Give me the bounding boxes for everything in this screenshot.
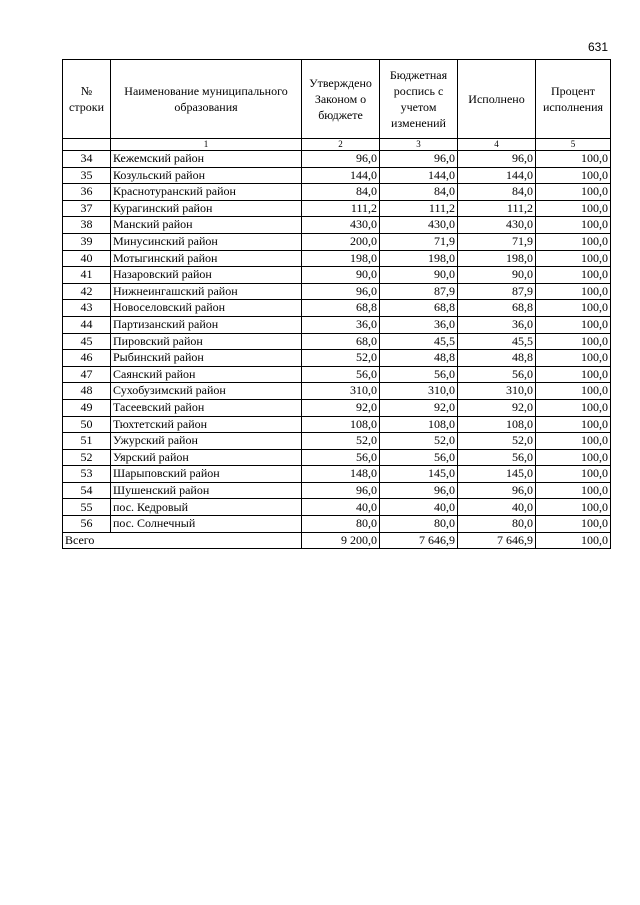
execution-percent-cell: 100,0 bbox=[536, 333, 611, 350]
row-number-cell: 46 bbox=[63, 350, 111, 367]
executed-amount-cell: 198,0 bbox=[458, 250, 536, 267]
table-row bbox=[63, 350, 611, 367]
row-number-cell: 35 bbox=[63, 167, 111, 184]
municipality-name-cell: Назаровский район bbox=[111, 267, 302, 284]
municipality-name-cell: Шарыповский район bbox=[111, 466, 302, 483]
row-number-cell: 53 bbox=[63, 466, 111, 483]
column-number: 3 bbox=[380, 139, 458, 151]
municipality-name-cell: Минусинский район bbox=[111, 233, 302, 250]
municipality-name-cell: Манский район bbox=[111, 217, 302, 234]
executed-amount-cell: 45,5 bbox=[458, 333, 536, 350]
row-number-cell: 52 bbox=[63, 449, 111, 466]
municipality-name-cell: Ужурский район bbox=[111, 433, 302, 450]
schedule-amount-cell: 71,9 bbox=[380, 233, 458, 250]
executed-amount-cell: 56,0 bbox=[458, 366, 536, 383]
total-approved: 9 200,0 bbox=[302, 532, 380, 548]
table-row bbox=[63, 516, 611, 533]
execution-percent-cell: 100,0 bbox=[536, 217, 611, 234]
municipality-name-cell: Козульский район bbox=[111, 167, 302, 184]
table-row bbox=[63, 383, 611, 400]
executed-amount-cell: 56,0 bbox=[458, 449, 536, 466]
municipality-name-cell: пос. Солнечный bbox=[111, 516, 302, 533]
execution-percent-cell: 100,0 bbox=[536, 200, 611, 217]
row-number-cell: 36 bbox=[63, 184, 111, 201]
municipality-name-cell: Краснотуранский район bbox=[111, 184, 302, 201]
schedule-amount-cell: 56,0 bbox=[380, 366, 458, 383]
approved-amount-cell: 68,0 bbox=[302, 333, 380, 350]
execution-percent-cell: 100,0 bbox=[536, 233, 611, 250]
table-row bbox=[63, 449, 611, 466]
executed-amount-cell: 96,0 bbox=[458, 151, 536, 168]
schedule-amount-cell: 310,0 bbox=[380, 383, 458, 400]
municipality-name-cell: Шушенский район bbox=[111, 482, 302, 499]
executed-amount-cell: 92,0 bbox=[458, 399, 536, 416]
table-row bbox=[63, 416, 611, 433]
approved-amount-cell: 111,2 bbox=[302, 200, 380, 217]
schedule-amount-cell: 430,0 bbox=[380, 217, 458, 234]
schedule-amount-cell: 36,0 bbox=[380, 316, 458, 333]
approved-amount-cell: 92,0 bbox=[302, 399, 380, 416]
approved-amount-cell: 198,0 bbox=[302, 250, 380, 267]
executed-amount-cell: 145,0 bbox=[458, 466, 536, 483]
approved-amount-cell: 96,0 bbox=[302, 482, 380, 499]
header-budget-schedule: Бюджетная роспись с учетом изменений bbox=[380, 60, 458, 139]
table-row bbox=[63, 499, 611, 516]
row-number-cell: 39 bbox=[63, 233, 111, 250]
municipality-name-cell: Новоселовский район bbox=[111, 300, 302, 317]
row-number-cell: 54 bbox=[63, 482, 111, 499]
row-number-cell: 55 bbox=[63, 499, 111, 516]
table-row bbox=[63, 267, 611, 284]
execution-percent-cell: 100,0 bbox=[536, 383, 611, 400]
schedule-amount-cell: 87,9 bbox=[380, 283, 458, 300]
approved-amount-cell: 90,0 bbox=[302, 267, 380, 284]
total-percent: 100,0 bbox=[536, 532, 611, 548]
executed-amount-cell: 108,0 bbox=[458, 416, 536, 433]
schedule-amount-cell: 80,0 bbox=[380, 516, 458, 533]
budget-execution-table bbox=[62, 59, 611, 549]
approved-amount-cell: 68,8 bbox=[302, 300, 380, 317]
approved-amount-cell: 52,0 bbox=[302, 350, 380, 367]
executed-amount-cell: 52,0 bbox=[458, 433, 536, 450]
municipality-name-cell: Сухобузимский район bbox=[111, 383, 302, 400]
execution-percent-cell: 100,0 bbox=[536, 283, 611, 300]
schedule-amount-cell: 145,0 bbox=[380, 466, 458, 483]
approved-amount-cell: 84,0 bbox=[302, 184, 380, 201]
execution-percent-cell: 100,0 bbox=[536, 516, 611, 533]
approved-amount-cell: 36,0 bbox=[302, 316, 380, 333]
table-row bbox=[63, 283, 611, 300]
table-row bbox=[63, 316, 611, 333]
row-number-cell: 44 bbox=[63, 316, 111, 333]
municipality-name-cell: Нижнеингашский район bbox=[111, 283, 302, 300]
executed-amount-cell: 430,0 bbox=[458, 217, 536, 234]
execution-percent-cell: 100,0 bbox=[536, 184, 611, 201]
column-number: 5 bbox=[536, 139, 611, 151]
schedule-amount-cell: 45,5 bbox=[380, 333, 458, 350]
approved-amount-cell: 310,0 bbox=[302, 383, 380, 400]
executed-amount-cell: 48,8 bbox=[458, 350, 536, 367]
approved-amount-cell: 200,0 bbox=[302, 233, 380, 250]
row-number-cell: 34 bbox=[63, 151, 111, 168]
executed-amount-cell: 84,0 bbox=[458, 184, 536, 201]
row-number-cell: 41 bbox=[63, 267, 111, 284]
row-number-cell: 38 bbox=[63, 217, 111, 234]
executed-amount-cell: 310,0 bbox=[458, 383, 536, 400]
header-executed: Исполнено bbox=[458, 60, 536, 139]
execution-percent-cell: 100,0 bbox=[536, 267, 611, 284]
approved-amount-cell: 56,0 bbox=[302, 449, 380, 466]
row-number-cell: 43 bbox=[63, 300, 111, 317]
row-number-cell: 37 bbox=[63, 200, 111, 217]
row-number-cell: 49 bbox=[63, 399, 111, 416]
executed-amount-cell: 144,0 bbox=[458, 167, 536, 184]
approved-amount-cell: 96,0 bbox=[302, 151, 380, 168]
executed-amount-cell: 90,0 bbox=[458, 267, 536, 284]
municipality-name-cell: Уярский район bbox=[111, 449, 302, 466]
schedule-amount-cell: 48,8 bbox=[380, 350, 458, 367]
executed-amount-cell: 87,9 bbox=[458, 283, 536, 300]
row-number-cell: 40 bbox=[63, 250, 111, 267]
executed-amount-cell: 36,0 bbox=[458, 316, 536, 333]
schedule-amount-cell: 90,0 bbox=[380, 267, 458, 284]
table-row bbox=[63, 333, 611, 350]
execution-percent-cell: 100,0 bbox=[536, 433, 611, 450]
schedule-amount-cell: 92,0 bbox=[380, 399, 458, 416]
execution-percent-cell: 100,0 bbox=[536, 316, 611, 333]
execution-percent-cell: 100,0 bbox=[536, 466, 611, 483]
page-number: 631 bbox=[587, 40, 608, 54]
schedule-amount-cell: 198,0 bbox=[380, 250, 458, 267]
column-number: 1 bbox=[111, 139, 302, 151]
table-row bbox=[63, 399, 611, 416]
executed-amount-cell: 71,9 bbox=[458, 233, 536, 250]
row-number-cell: 45 bbox=[63, 333, 111, 350]
executed-amount-cell: 68,8 bbox=[458, 300, 536, 317]
row-number-cell: 50 bbox=[63, 416, 111, 433]
executed-amount-cell: 40,0 bbox=[458, 499, 536, 516]
total-label: Всего bbox=[63, 532, 302, 548]
table-row bbox=[63, 217, 611, 234]
execution-percent-cell: 100,0 bbox=[536, 499, 611, 516]
row-number-cell: 51 bbox=[63, 433, 111, 450]
municipality-name-cell: Пировский район bbox=[111, 333, 302, 350]
schedule-amount-cell: 52,0 bbox=[380, 433, 458, 450]
municipality-name-cell: Партизанский район bbox=[111, 316, 302, 333]
row-number-cell: 48 bbox=[63, 383, 111, 400]
column-number: 4 bbox=[458, 139, 536, 151]
table-row bbox=[63, 482, 611, 499]
total-row bbox=[63, 532, 611, 548]
execution-percent-cell: 100,0 bbox=[536, 151, 611, 168]
approved-amount-cell: 56,0 bbox=[302, 366, 380, 383]
approved-amount-cell: 80,0 bbox=[302, 516, 380, 533]
execution-percent-cell: 100,0 bbox=[536, 366, 611, 383]
header-approved-by-law: Утверждено Законом о бюджете bbox=[302, 60, 380, 139]
municipality-name-cell: пос. Кедровый bbox=[111, 499, 302, 516]
schedule-amount-cell: 40,0 bbox=[380, 499, 458, 516]
total-executed: 7 646,9 bbox=[458, 532, 536, 548]
column-numbers-row bbox=[63, 139, 611, 151]
schedule-amount-cell: 96,0 bbox=[380, 151, 458, 168]
header-row bbox=[63, 60, 611, 139]
table-row bbox=[63, 300, 611, 317]
header-row-number: № строки bbox=[63, 60, 111, 139]
approved-amount-cell: 148,0 bbox=[302, 466, 380, 483]
executed-amount-cell: 80,0 bbox=[458, 516, 536, 533]
table-row bbox=[63, 233, 611, 250]
municipality-name-cell: Мотыгинский район bbox=[111, 250, 302, 267]
schedule-amount-cell: 56,0 bbox=[380, 449, 458, 466]
municipality-name-cell: Тасеевский район bbox=[111, 399, 302, 416]
schedule-amount-cell: 144,0 bbox=[380, 167, 458, 184]
column-number bbox=[63, 139, 111, 151]
row-number-cell: 42 bbox=[63, 283, 111, 300]
municipality-name-cell: Тюхтетский район bbox=[111, 416, 302, 433]
execution-percent-cell: 100,0 bbox=[536, 350, 611, 367]
execution-percent-cell: 100,0 bbox=[536, 250, 611, 267]
table-row bbox=[63, 366, 611, 383]
table-row bbox=[63, 167, 611, 184]
schedule-amount-cell: 84,0 bbox=[380, 184, 458, 201]
approved-amount-cell: 108,0 bbox=[302, 416, 380, 433]
schedule-amount-cell: 68,8 bbox=[380, 300, 458, 317]
table-row bbox=[63, 433, 611, 450]
approved-amount-cell: 40,0 bbox=[302, 499, 380, 516]
table-row bbox=[63, 466, 611, 483]
schedule-amount-cell: 96,0 bbox=[380, 482, 458, 499]
approved-amount-cell: 96,0 bbox=[302, 283, 380, 300]
municipality-name-cell: Саянский район bbox=[111, 366, 302, 383]
column-number: 2 bbox=[302, 139, 380, 151]
header-execution-percent: Процент исполнения bbox=[536, 60, 611, 139]
schedule-amount-cell: 111,2 bbox=[380, 200, 458, 217]
executed-amount-cell: 111,2 bbox=[458, 200, 536, 217]
table-row bbox=[63, 250, 611, 267]
approved-amount-cell: 52,0 bbox=[302, 433, 380, 450]
executed-amount-cell: 96,0 bbox=[458, 482, 536, 499]
table-body bbox=[63, 151, 611, 533]
row-number-cell: 47 bbox=[63, 366, 111, 383]
municipality-name-cell: Курагинский район bbox=[111, 200, 302, 217]
execution-percent-cell: 100,0 bbox=[536, 300, 611, 317]
approved-amount-cell: 144,0 bbox=[302, 167, 380, 184]
execution-percent-cell: 100,0 bbox=[536, 449, 611, 466]
total-schedule: 7 646,9 bbox=[380, 532, 458, 548]
header-municipality-name: Наименование муниципального образования bbox=[111, 60, 302, 139]
execution-percent-cell: 100,0 bbox=[536, 167, 611, 184]
row-number-cell: 56 bbox=[63, 516, 111, 533]
table-row bbox=[63, 151, 611, 168]
municipality-name-cell: Кежемский район bbox=[111, 151, 302, 168]
table-row bbox=[63, 200, 611, 217]
municipality-name-cell: Рыбинский район bbox=[111, 350, 302, 367]
execution-percent-cell: 100,0 bbox=[536, 399, 611, 416]
table-row bbox=[63, 184, 611, 201]
schedule-amount-cell: 108,0 bbox=[380, 416, 458, 433]
execution-percent-cell: 100,0 bbox=[536, 482, 611, 499]
execution-percent-cell: 100,0 bbox=[536, 416, 611, 433]
approved-amount-cell: 430,0 bbox=[302, 217, 380, 234]
